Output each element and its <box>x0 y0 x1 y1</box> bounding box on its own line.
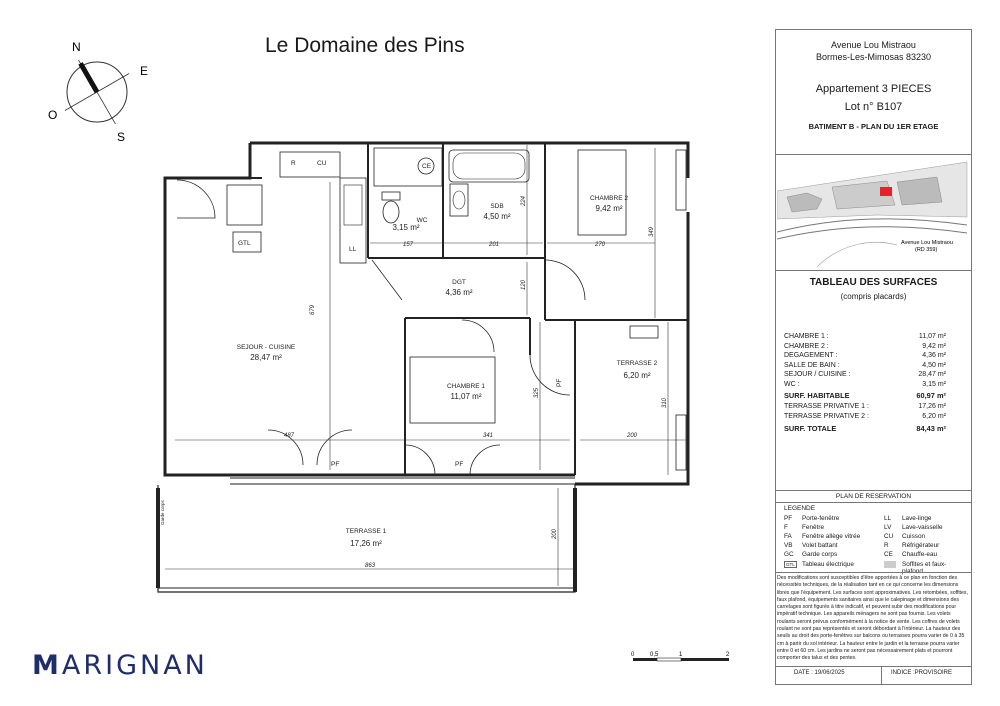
dim-349: 349 <box>649 226 655 238</box>
dim-270: 270 <box>594 242 606 248</box>
surface-row: TERRASSE PRIVATIVE 2 : 6,20 m² <box>784 412 946 420</box>
compass-n: N <box>72 40 81 54</box>
legend-row: PF Porte-fenêtre LL Lave-linge <box>784 515 932 522</box>
room-dgt-name: DGT <box>452 279 466 286</box>
legend-row: F Fenêtre LV Lave-vaisselle <box>784 524 943 531</box>
legend-title: LEGENDE <box>784 505 816 512</box>
surface-row: CHAMBRE 1 : 11,07 m² <box>784 333 946 340</box>
fixture-garde-corps: Garde corps <box>160 500 165 525</box>
fixture-ce: CE <box>422 163 432 170</box>
dim-200b: 200 <box>552 528 558 540</box>
dim-120: 120 <box>521 279 527 291</box>
lot-number: Lot n° B107 <box>844 101 903 113</box>
surface-row: TERRASSE PRIVATIVE 1 : 17,26 m² <box>784 403 946 410</box>
surface-row: WC : 3,15 m² <box>784 381 946 388</box>
dim-863: 863 <box>364 563 376 569</box>
address-line2: Bormes-Les-Mimosas 83230 <box>815 52 932 62</box>
compass-o: O <box>48 108 58 122</box>
room-ch2-area: 9,42 m² <box>595 204 623 213</box>
compass-s: S <box>117 130 126 144</box>
disclaimer: Des modifications sont susceptibles d'être apportées à ce plan en fonction des nécessités techniques, de la réalisation tant en ce qui concerne les dimensions libres que l'équipement. Les surfaces sont approximatives. Les retombées, soffites, faux plafond, équipements sanitaires ainsi que le calepinage et dimensions des carrelages sont figurés à titre indicatif, et peuvent subir des modifications pour impératif technique. Les appareils ménagers ne sont pas fournis. Les volets roulants seront prévus conformément à la notice de vente. Les coffres de volets roulant ne sont pas représentés et seront débordant à l'intérieur. La hauteur des seuils au droit des porte-fenêtres sur balcons ou terrasses pourra varier de 0 à 35 cm à partir du sol intérieur. La hauteur entre le jardin et la terrasse pourra varier entre 0 et 60 cm. Les jardins ne seront pas nécessairement plats et pourront comporter des talus et des pentes. <box>777 575 968 662</box>
room-sdb-area: 4,50 m² <box>483 212 511 221</box>
legend-row: VB Volet battant R Réfrigérateur <box>784 542 940 549</box>
dim-679: 679 <box>310 304 316 316</box>
fixture-pf-ch1: PF <box>455 461 464 468</box>
room-terr2-name: TERRASSE 2 <box>616 360 658 367</box>
dim-201: 201 <box>488 242 500 248</box>
legend-header: PLAN DE RESERVATION <box>835 493 912 500</box>
fixture-pf-sejour: PF <box>331 461 340 468</box>
marignan-logo <box>32 650 208 681</box>
surface-row-total-habitable: SURF. HABITABLE 60,97 m² <box>784 391 946 400</box>
fixture-ll: LL <box>349 246 357 253</box>
room-wc-area: 3,15 m² <box>392 223 420 232</box>
dim-224: 224 <box>521 195 527 207</box>
compass-icon <box>30 35 160 155</box>
apt-type: Appartement 3 PIECES <box>815 83 932 95</box>
room-terr2-area: 6,20 m² <box>623 371 651 380</box>
dim-157: 157 <box>402 242 414 248</box>
fixture-r: R <box>291 160 296 167</box>
soffite-swatch <box>884 561 896 568</box>
dim-341: 341 <box>482 433 494 439</box>
logo-first-letter: M <box>32 650 62 681</box>
scale-1: 1 <box>679 652 683 658</box>
room-sejour-area: 28,47 m² <box>250 353 282 362</box>
plan-date: DATE : 19/06/2025 <box>794 670 845 676</box>
fixture-cu: CU <box>317 160 327 167</box>
plan-indice: INDICE :PROVISOIRE <box>891 670 953 676</box>
surface-row: DEGAGEMENT : 4,36 m² <box>784 352 946 360</box>
fixture-gtl: GTL <box>238 240 251 247</box>
room-ch1-area: 11,07 m² <box>450 392 482 401</box>
logo-rest: ARIGNAN <box>61 650 208 681</box>
legend-row: GC Garde corps CE Chauffe-eau <box>784 551 938 558</box>
map-caption2: (RD 359) <box>915 247 938 253</box>
surfaces-subtitle: (compris placards) <box>840 292 907 301</box>
dim-487: 487 <box>283 433 295 439</box>
compass-e: E <box>140 64 149 78</box>
room-terr1-area: 17,26 m² <box>350 539 382 548</box>
room-wc-name: WC <box>416 217 428 224</box>
room-sejour-name: SEJOUR - CUISINE <box>236 344 296 351</box>
scale-0: 0 <box>631 652 635 658</box>
surfaces-title: TABLEAU DES SURFACES <box>809 277 938 288</box>
page-title: Le Domaine des Pins <box>265 34 465 57</box>
room-ch2-name: CHAMBRE 2 <box>590 195 628 202</box>
scale-05: 0,5 <box>650 652 659 658</box>
fixture-pf-terr2: PF <box>556 378 563 387</box>
location-map <box>777 157 969 267</box>
surface-row: CHAMBRE 2 : 9,42 m² <box>784 342 946 350</box>
legend-row: GTL Tableau électrique Soffites et faux-plafond <box>786 561 947 575</box>
address-line1: Avenue Lou Mistraou <box>831 40 916 50</box>
scale-bar <box>628 648 738 678</box>
info-panel <box>775 29 972 685</box>
dim-200: 200 <box>626 433 638 439</box>
surface-row: SALLE DE BAIN : 4,50 m² <box>784 361 946 369</box>
room-dgt-area: 4,36 m² <box>445 288 473 297</box>
floor-plan <box>150 135 710 605</box>
map-caption1: Avenue Lou Mistraou <box>901 240 953 246</box>
room-terr1-name: TERRASSE 1 <box>345 528 387 535</box>
surface-row-total: SURF. TOTALE 84,43 m² <box>784 424 946 433</box>
room-ch1-name: CHAMBRE 1 <box>447 383 485 390</box>
surface-row: SEJOUR / CUISINE : 28,47 m² <box>784 371 946 379</box>
legend-row: FA Fenêtre allège vitrée CU Cuisson <box>784 533 926 540</box>
scale-2: 2 <box>726 652 730 658</box>
room-sdb-name: SDB <box>490 203 504 210</box>
building-floor: BATIMENT B - PLAN DU 1ER ETAGE <box>808 122 939 131</box>
dim-325: 325 <box>534 387 540 399</box>
dim-310: 310 <box>662 397 668 409</box>
